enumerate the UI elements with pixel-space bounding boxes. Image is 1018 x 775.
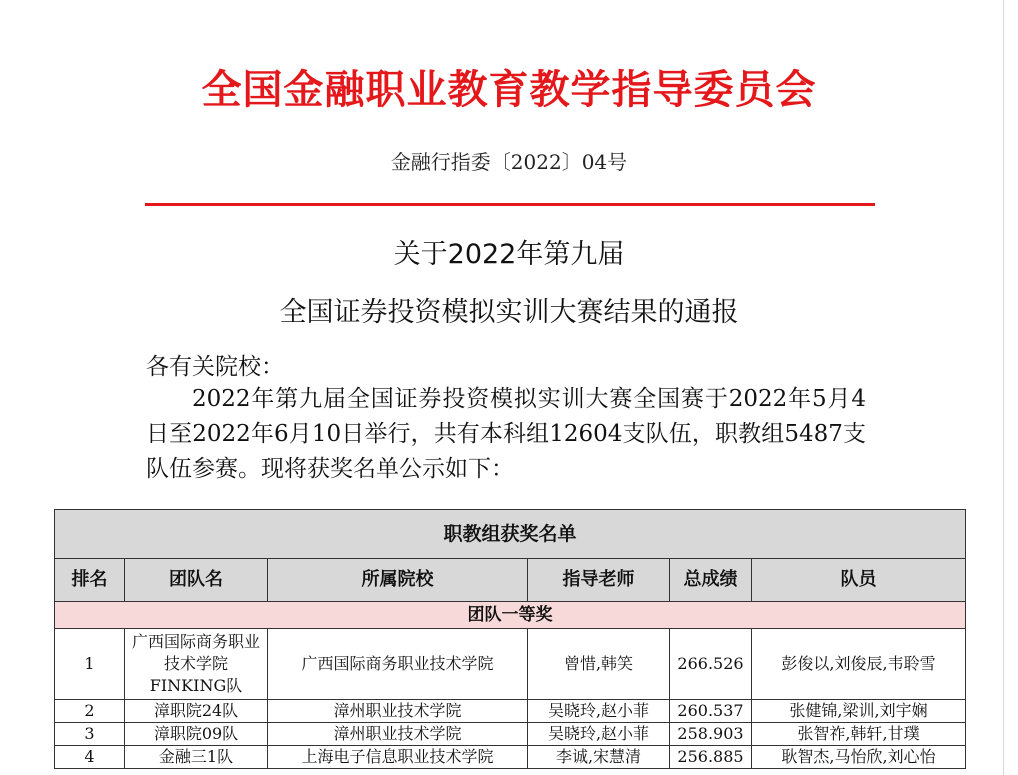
cell-members: 彭俊以,刘俊辰,韦聆雪 — [752, 629, 966, 700]
cell-members: 耿智杰,马怡欣,刘心怡 — [752, 746, 966, 769]
cell-members: 张智祚,韩轩,甘璞 — [752, 723, 966, 746]
notice-title-line2: 全国证券投资模拟实训大赛结果的通报 — [279, 297, 739, 328]
header-score: 总成绩 — [670, 559, 752, 602]
page-edge — [1003, 0, 1004, 775]
table-row — [55, 746, 966, 769]
table-row — [55, 723, 966, 746]
cell-rank: 1 — [55, 629, 125, 700]
header-school: 所属院校 — [268, 559, 528, 602]
cell-team: 广西国际商务职业技术学院FINKING队 — [125, 629, 268, 700]
cell-school: 广西国际商务职业技术学院 — [268, 629, 528, 700]
cell-score: 260.537 — [670, 700, 752, 723]
header-rank: 排名 — [55, 559, 125, 602]
body-paragraph: 2022年第九届全国证券投资模拟实训大赛全国赛于2022年5月4日至2022年6月10日举行，共有本科组12604支队伍，职教组5487支队伍参赛。现将获奖名单公示如下： — [146, 386, 866, 482]
cell-rank: 4 — [55, 746, 125, 769]
document-number: 金融行指委〔2022〕04号 — [390, 150, 628, 174]
cell-school: 漳州职业技术学院 — [268, 700, 528, 723]
table-header-row — [55, 559, 966, 602]
cell-rank: 3 — [55, 723, 125, 746]
table-row — [55, 700, 966, 723]
org-title: 全国金融职业教育教学指导委员会 — [201, 67, 817, 113]
section-row — [55, 602, 966, 629]
award-table — [54, 509, 966, 769]
cell-school: 上海电子信息职业技术学院 — [268, 746, 528, 769]
table-caption: 职教组获奖名单 — [55, 510, 966, 559]
cell-teacher: 吴晓玲,赵小菲 — [528, 700, 670, 723]
cell-members: 张健锦,梁训,刘宇娴 — [752, 700, 966, 723]
cell-team: 漳职院09队 — [125, 723, 268, 746]
salutation: 各有关院校： — [146, 354, 284, 380]
header-members: 队员 — [752, 559, 966, 602]
header-teacher: 指导老师 — [528, 559, 670, 602]
cell-teacher: 李诚,宋慧清 — [528, 746, 670, 769]
notice-title-line1: 关于2022年第九届 — [393, 239, 625, 270]
table-row — [55, 629, 966, 700]
header-team: 团队名 — [125, 559, 268, 602]
cell-school: 漳州职业技术学院 — [268, 723, 528, 746]
cell-team: 金融三1队 — [125, 746, 268, 769]
cell-rank: 2 — [55, 700, 125, 723]
cell-teacher: 曾惜,韩笑 — [528, 629, 670, 700]
red-divider — [145, 203, 875, 206]
cell-teacher: 吴晓玲,赵小菲 — [528, 723, 670, 746]
cell-score: 266.526 — [670, 629, 752, 700]
section-label: 团队一等奖 — [55, 602, 966, 629]
cell-team: 漳职院24队 — [125, 700, 268, 723]
cell-score: 256.885 — [670, 746, 752, 769]
cell-score: 258.903 — [670, 723, 752, 746]
table-caption-row — [55, 510, 966, 559]
